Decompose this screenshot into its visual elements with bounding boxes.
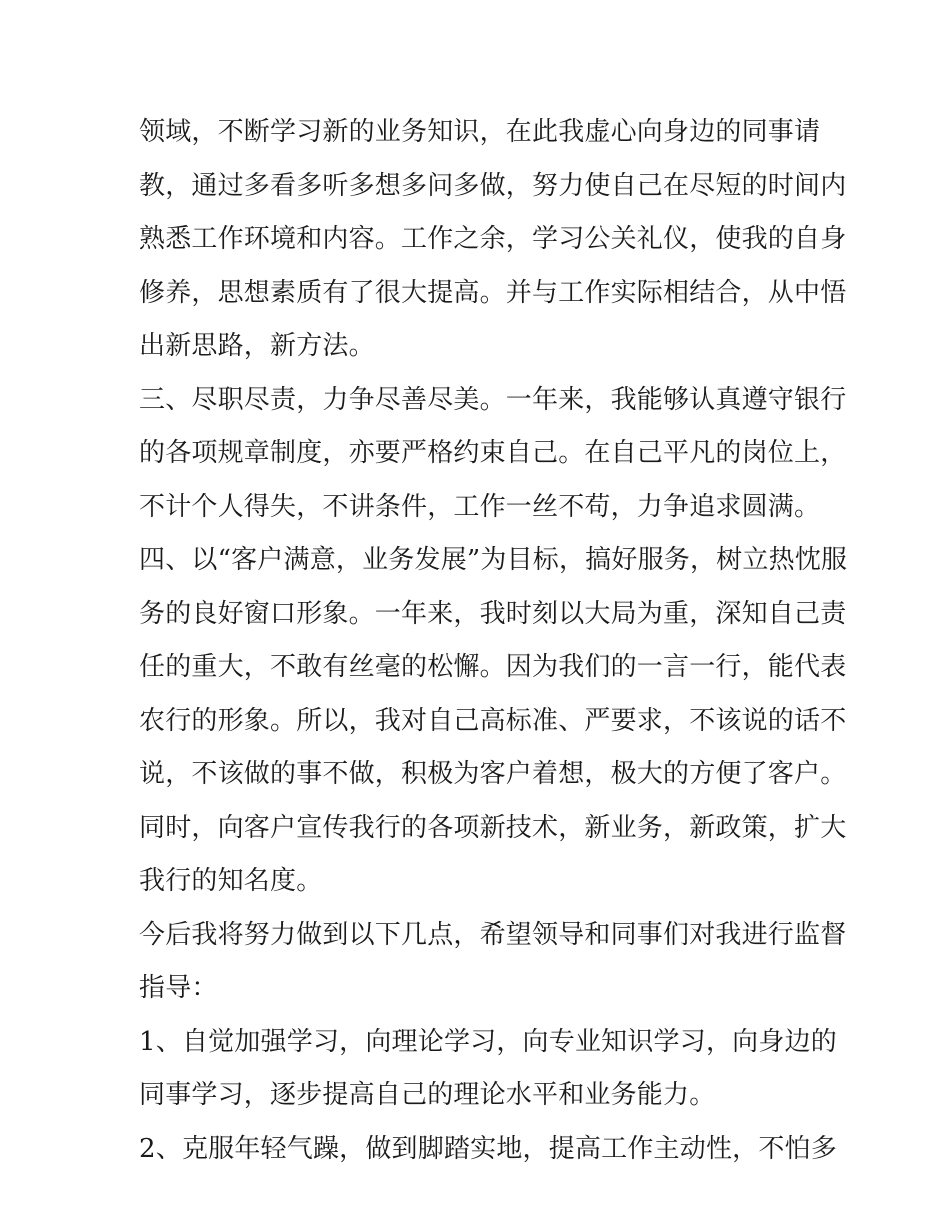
text-line: 四、以“客户满意，业务发展”为目标，搞好服务，树立热忱服	[139, 545, 848, 575]
text-line: 同事学习，逐步提高自己的理论水平和业务能力。	[139, 1080, 716, 1110]
text-line: 说，不该做的事不做，积极为客户着想，极大的方便了客户。	[139, 759, 847, 789]
text-line: 1、自觉加强学习，向理论学习，向专业知识学习，向身边的	[139, 1026, 837, 1057]
text-line: 熟悉工作环境和内容。工作之余，学习公关礼仪，使我的自身	[139, 224, 847, 254]
text-line: 出新思路，新方法。	[139, 331, 375, 361]
body-text	[139, 106, 848, 1176]
text-line: 我行的知名度。	[139, 866, 323, 896]
text-line: 务的良好窗口形象。一年来，我时刻以大局为重，深知自己责	[139, 598, 847, 629]
text-line: 同时，向客户宣传我行的各项新技术，新业务，新政策，扩大	[139, 812, 847, 843]
text-line: 指导：	[139, 973, 218, 1003]
text-line: 今后我将努力做到以下几点，希望领导和同事们对我进行监督	[139, 919, 847, 950]
text-line: 教，通过多看多听多想多问多做，努力使自己在尽短的时间内	[139, 170, 847, 201]
text-line: 的各项规章制度，亦要严格约束自己。在自己平凡的岗位上，	[139, 438, 847, 468]
text-line: 不计个人得失，不讲条件，工作一丝不苟，力争追求圆满。	[139, 491, 821, 522]
text-line: 2、克服年轻气躁，做到脚踏实地，提高工作主动性，不怕多	[139, 1133, 837, 1164]
text-line: 修养，思想素质有了很大提高。并与工作实际相结合，从中悟	[139, 277, 847, 308]
text-line: 农行的形象。所以，我对自己高标准、严要求，不该说的话不	[139, 705, 847, 736]
text-line: 任的重大，不敢有丝毫的松懈。因为我们的一言一行，能代表	[139, 652, 847, 682]
text-line: 三、尽职尽责，力争尽善尽美。一年来，我能够认真遵守银行	[139, 384, 847, 415]
text-line: 领域，不断学习新的业务知识，在此我虚心向身边的同事请	[139, 117, 821, 147]
